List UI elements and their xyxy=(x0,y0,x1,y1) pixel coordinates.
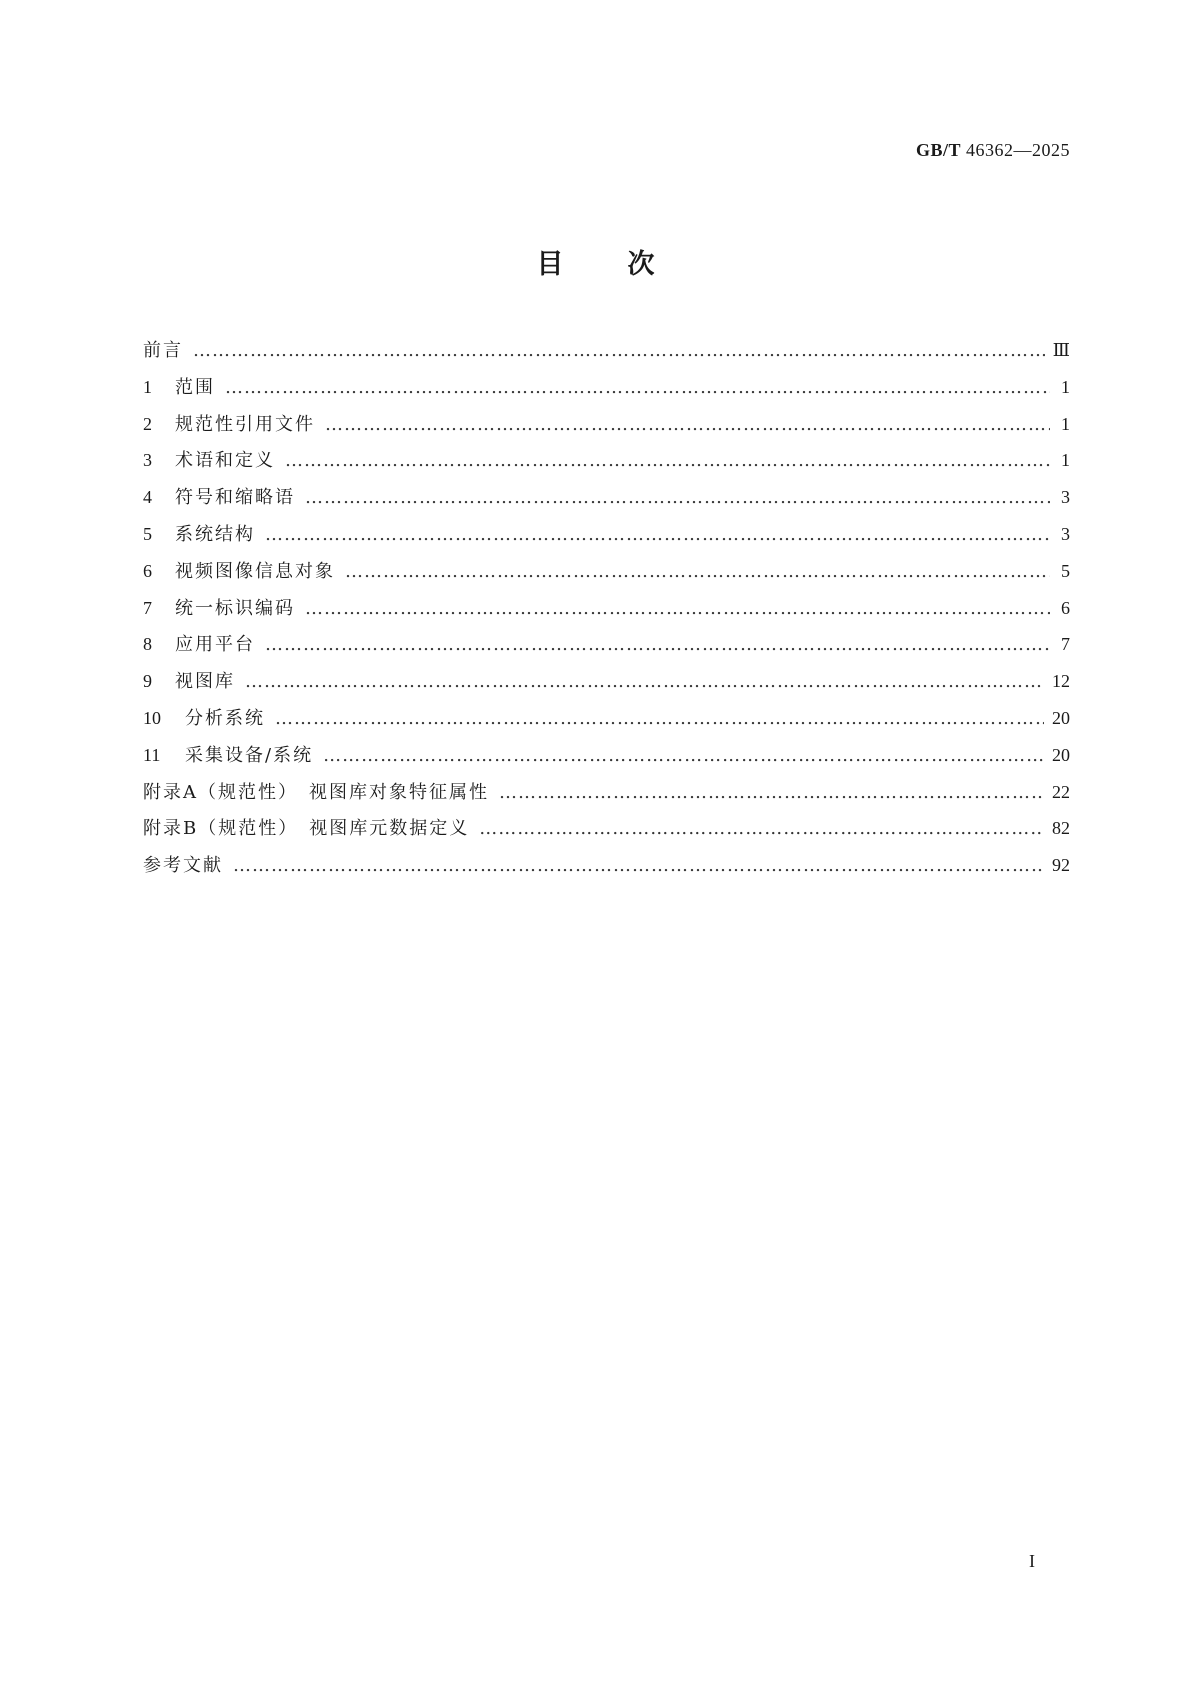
toc-entry-text: 应用平台 xyxy=(175,634,255,656)
dot-leader xyxy=(265,634,1050,655)
toc-entry-text: 前言 xyxy=(143,340,183,361)
dot-leader xyxy=(245,671,1044,692)
toc-entry-number: 11 xyxy=(143,744,161,765)
toc-entry-number: 6 xyxy=(143,560,152,581)
toc-entry-1[interactable] xyxy=(143,373,1070,410)
toc-entry-5[interactable] xyxy=(143,520,1070,557)
toc-entry-page: 1 xyxy=(1061,413,1070,434)
toc-entry-number: 9 xyxy=(143,671,152,692)
toc-entry-text: 系统结构 xyxy=(175,523,255,545)
standard-code xyxy=(916,140,1070,161)
dot-leader xyxy=(499,782,1044,803)
toc-entry-number: 10 xyxy=(143,707,161,728)
toc-entry-references[interactable] xyxy=(143,851,1070,888)
toc-entry-page: 3 xyxy=(1061,523,1070,544)
standard-number: 46362—2025 xyxy=(966,140,1070,160)
toc-entry-10[interactable] xyxy=(143,704,1070,741)
toc-entry-number: 7 xyxy=(143,597,152,618)
toc-entry-text: 采集设备/系统 xyxy=(185,744,314,766)
toc-entry-page: 20 xyxy=(1052,707,1070,728)
toc-entry-page: 92 xyxy=(1052,855,1070,876)
page-number: I xyxy=(1029,1551,1035,1571)
toc-entry-text: 统一标识编码 xyxy=(175,597,295,619)
toc-entry-text: 参考文献 xyxy=(143,855,223,877)
toc-entry-text: 符号和缩略语 xyxy=(175,487,295,509)
toc-entry-text: 术语和定义 xyxy=(175,450,275,472)
toc-entry-number: 8 xyxy=(143,634,152,655)
toc-entry-page: 5 xyxy=(1061,560,1070,581)
toc-entry-page: 7 xyxy=(1061,634,1070,655)
dot-leader xyxy=(345,561,1050,582)
dot-leader xyxy=(233,855,1044,876)
toc-entry-11[interactable] xyxy=(143,741,1070,778)
dot-leader xyxy=(325,414,1050,435)
dot-leader xyxy=(193,340,1045,361)
dot-leader xyxy=(305,598,1050,619)
toc-entry-text: 分析系统 xyxy=(185,707,265,729)
toc-entry-text: 视频图像信息对象 xyxy=(175,560,335,582)
toc-entry-number: 1 xyxy=(143,376,152,397)
dot-leader xyxy=(275,708,1044,729)
toc-entry-4[interactable] xyxy=(143,483,1070,520)
toc-entry-appendix-b[interactable] xyxy=(143,814,1070,851)
toc-entry-page: 22 xyxy=(1052,781,1070,802)
dot-leader xyxy=(305,487,1050,508)
toc-entry-text: 范围 xyxy=(175,376,215,398)
toc-entry-page: Ⅲ xyxy=(1052,340,1070,360)
dot-leader xyxy=(323,745,1044,766)
toc-entry-page: 82 xyxy=(1052,818,1070,839)
toc-entry-7[interactable] xyxy=(143,594,1070,631)
standard-prefix: GB/T xyxy=(915,140,961,160)
dot-leader xyxy=(285,450,1050,471)
toc-entry-9[interactable] xyxy=(143,667,1070,704)
toc-entry-6[interactable] xyxy=(143,557,1070,594)
toc-entry-page: 1 xyxy=(1061,450,1070,471)
toc-entry-page: 20 xyxy=(1052,744,1070,765)
toc-entry-text: 规范性引用文件 xyxy=(175,413,315,435)
toc-entry-text: 附录B（规范性） 视图库元数据定义 xyxy=(143,818,470,840)
dot-leader xyxy=(265,524,1050,545)
dot-leader xyxy=(479,818,1044,839)
toc-entry-page: 6 xyxy=(1061,597,1070,618)
toc-entry-page: 3 xyxy=(1061,487,1070,508)
toc-entry-foreword[interactable] xyxy=(143,336,1070,373)
dot-leader xyxy=(225,377,1050,398)
toc-entry-text: 附录A（规范性） 视图库对象特征属性 xyxy=(143,781,489,803)
toc-entry-page: 12 xyxy=(1052,671,1070,692)
toc-entry-appendix-a[interactable] xyxy=(143,778,1070,815)
table-of-contents xyxy=(143,336,1070,888)
toc-entry-8[interactable] xyxy=(143,630,1070,667)
page-title: 目次 xyxy=(536,249,719,280)
toc-entry-text: 视图库 xyxy=(175,671,235,693)
toc-entry-number: 4 xyxy=(143,487,152,508)
toc-entry-number: 2 xyxy=(143,413,152,434)
toc-entry-number: 5 xyxy=(143,523,152,544)
toc-entry-3[interactable] xyxy=(143,446,1070,483)
toc-entry-page: 1 xyxy=(1061,376,1070,397)
toc-entry-2[interactable] xyxy=(143,410,1070,447)
toc-entry-number: 3 xyxy=(143,450,152,471)
